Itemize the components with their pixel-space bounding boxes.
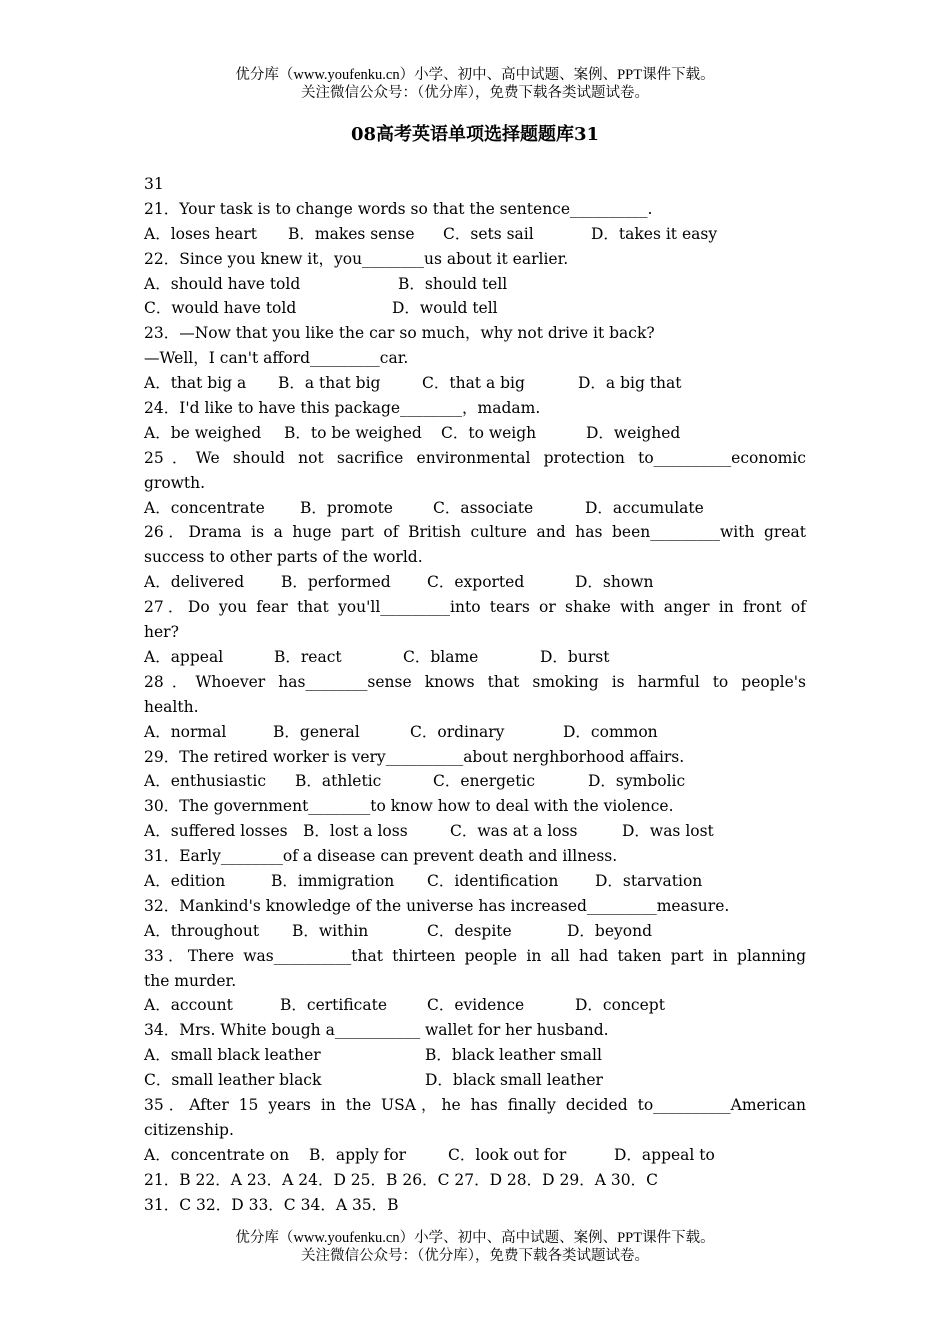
answer-key-line-1: 21．B 22．A 23．A 24．D 25．B 26．C 27．D 28．D 29．A 30．C [144,1170,658,1189]
option-b: B．athletic [295,772,382,791]
option-b: B．apply for [309,1145,407,1164]
footer-line-1: 优分库（www.youfenku.cn）小学、初中、高中试题、案例、PPT课件下载。 [235,1230,715,1246]
question-list [144,172,806,1218]
option-b: B．makes sense [288,224,415,243]
option-d: D．burst [540,647,610,666]
question-30-options [144,819,806,844]
option-a: A．be weighed [144,423,262,442]
option-d: D．symbolic [588,772,686,791]
question-34-options-cd [144,1068,806,1093]
option-b: B．should tell [398,274,508,293]
question-27-stem: 27．Do you fear that you'll_________into tears or shake with anger in front of [144,598,806,617]
option-c: C．evidence [427,996,525,1015]
option-c: C．identification [427,872,559,890]
question-21-stem: 21．Your task is to change words so that the sentence__________. [144,199,653,218]
question-33-options [144,993,806,1018]
option-c: C．despite [427,921,512,940]
option-c: C．exported [427,573,525,592]
question-21-options [144,222,806,247]
question-26-stem-cont: success to other parts of the world. [144,548,423,567]
option-d: D．accumulate [585,498,704,517]
question-29-options [144,769,806,794]
question-26-stem: 26．Drama is a huge part of British culture and has been_________with great [144,523,806,542]
question-34-options-ab [144,1043,806,1068]
option-b: B．react [274,647,342,666]
option-a: A．edition [144,872,226,890]
option-c: C．to weigh [441,423,537,442]
option-d: D．appeal to [614,1145,715,1164]
option-c: C．small leather black [144,1071,322,1090]
question-22-options-cd [144,296,806,321]
option-b: B．general [273,722,360,741]
option-d: D．a big that [578,374,682,393]
option-b: B．performed [281,573,391,592]
option-c: C．that a big [422,374,525,393]
question-30-stem: 30．The government________to know how to deal with the violence. [144,797,674,816]
option-b: B．immigration [271,872,395,890]
option-b: B．a that big [278,374,381,393]
page-header [0,66,950,102]
option-d: D．beyond [567,921,653,940]
question-27-stem-cont: her? [144,623,179,642]
option-a: A．appeal [144,647,224,666]
option-c: C．associate [433,498,534,517]
option-a: A．delivered [144,573,245,592]
question-35-stem-cont: citizenship. [144,1120,234,1139]
option-d: D．common [563,722,658,741]
header-line-2: 关注微信公众号：（优分库），免费下载各类试题试卷。 [301,85,649,101]
question-35-stem: 35．After 15 years in the USA，he has finally decided to__________American [144,1096,806,1115]
option-b: B．to be weighed [284,423,422,442]
option-d: D．takes it easy [591,224,718,243]
option-d: D．black small leather [425,1071,603,1090]
question-35-options [144,1143,806,1168]
question-23-options [144,371,806,396]
question-25-stem: 25．We should not sacrifice environmental protection to__________economic [144,448,806,467]
option-b: B．black leather small [425,1046,602,1065]
question-31-stem: 31．Early________of a disease can prevent death and illness. [144,847,618,866]
option-c: C．energetic [433,772,536,791]
question-33-stem-cont: the murder. [144,971,237,990]
option-b: B．certificate [280,996,388,1015]
option-a: A．that big a [144,374,247,393]
question-31-options [144,869,806,894]
option-a: A．suffered losses [144,822,288,841]
question-22-stem: 22．Since you knew it，you________us about it earlier. [144,249,569,268]
option-b: B．lost a loss [303,822,408,841]
option-a: A．account [144,996,233,1015]
question-28-stem: 28．Whoever has________sense knows that smoking is harmful to people's [144,672,806,691]
question-34-stem: 34．Mrs. White bough a___________ wallet for her husband. [144,1021,609,1040]
footer-line-2: 关注微信公众号：（优分库），免费下载各类试题试卷。 [301,1248,649,1264]
question-25-stem-cont: growth. [144,473,206,492]
option-a: A．throughout [144,921,260,940]
section-number: 31 [144,175,164,193]
option-c: C．would have told [144,299,297,318]
header-line-1: 优分库（www.youfenku.cn）小学、初中、高中试题、案例、PPT课件下载。 [235,67,715,83]
option-b: B．within [292,921,369,940]
option-d: D．starvation [595,872,703,890]
page-title: 08高考英语单项选择题题库31 [350,124,600,145]
question-27-options [144,645,806,670]
question-22-options-ab [144,272,806,297]
option-c: C．blame [403,647,479,666]
question-32-options [144,919,806,944]
question-24-stem: 24．I'd like to have this package________，madam. [144,399,541,418]
option-a: A．small black leather [144,1046,321,1065]
question-28-stem-cont: health. [144,697,199,716]
option-c: C．look out for [448,1145,567,1164]
question-28-options [144,720,806,745]
option-a: A．normal [144,722,227,741]
question-26-options [144,570,806,595]
option-a: A．should have told [144,274,301,293]
option-b: B．promote [300,498,393,517]
option-c: C．was at a loss [450,822,578,841]
question-25-options [144,496,806,521]
option-c: C．sets sail [443,224,534,243]
question-29-stem: 29．The retired worker is very__________about nerghborhood affairs. [144,747,685,766]
option-c: C．ordinary [410,722,505,741]
question-23-stem-reply: —Well，I can't afford_________car. [144,349,409,368]
option-a: A．enthusiastic [144,772,267,791]
option-a: A．loses heart [144,224,258,243]
answer-key-line-2: 31．C 32．D 33．C 34．A 35．B [144,1195,399,1214]
question-23-stem: 23．—Now that you like the car so much，why not drive it back? [144,324,655,343]
option-d: D．shown [575,573,654,592]
question-32-stem: 32．Mankind's knowledge of the universe has increased_________measure. [144,896,730,915]
option-a: A．concentrate on [144,1145,290,1164]
option-d: D．would tell [392,299,498,318]
option-a: A．concentrate [144,498,265,517]
option-d: D．weighed [586,423,681,442]
option-d: D．concept [575,996,665,1015]
option-d: D．was lost [622,822,714,841]
page-footer [0,1229,950,1265]
question-24-options [144,421,806,446]
question-33-stem: 33．There was__________that thirteen people in all had taken part in planning [144,946,806,965]
